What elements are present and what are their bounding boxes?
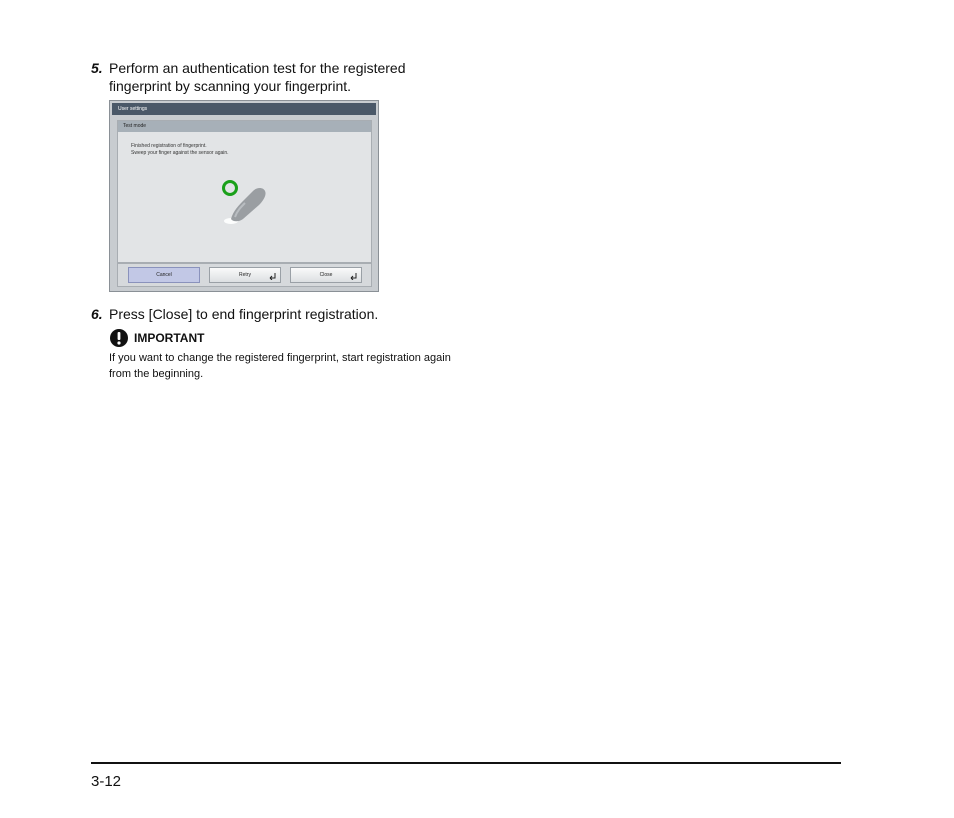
step-text: Press [Close] to end fingerprint registration. (109, 306, 379, 322)
cancel-label: Cancel (156, 272, 172, 278)
cancel-button[interactable] (128, 267, 200, 283)
test-mode-panel (117, 120, 372, 263)
panel-header: Test mode (118, 121, 371, 132)
button-bar (117, 263, 372, 287)
screenshot-test-mode (109, 100, 379, 292)
step-text: Perform an authentication test for the registered fingerprint by scanning your fingerprint. (109, 60, 406, 94)
enter-arrow-icon (269, 273, 276, 280)
exclamation-icon (110, 329, 128, 347)
fingerprint-sensor-icon (213, 173, 283, 233)
step-5 (91, 59, 451, 99)
retry-button[interactable] (209, 267, 281, 283)
step-number: 6. (91, 306, 103, 322)
enter-arrow-icon (350, 273, 357, 280)
panel-message (131, 143, 331, 157)
message-line-2: Sweep your finger against the sensor again. (131, 150, 229, 156)
retry-label: Retry (239, 272, 251, 278)
message-line-1: Finished registration of fingerprint. (131, 143, 207, 149)
window-title: User settings (112, 103, 376, 115)
close-button[interactable] (290, 267, 362, 283)
step-6 (91, 305, 451, 325)
important-callout (110, 329, 470, 347)
page-number: 3-12 (91, 773, 122, 790)
footer-rule (91, 762, 841, 764)
step-number: 5. (91, 60, 103, 76)
close-label: Close (319, 272, 333, 278)
important-text: If you want to change the registered fingerprint, start registration again from the beginning. (109, 352, 451, 380)
important-label: IMPORTANT (134, 331, 205, 345)
success-ring-icon (224, 182, 237, 195)
